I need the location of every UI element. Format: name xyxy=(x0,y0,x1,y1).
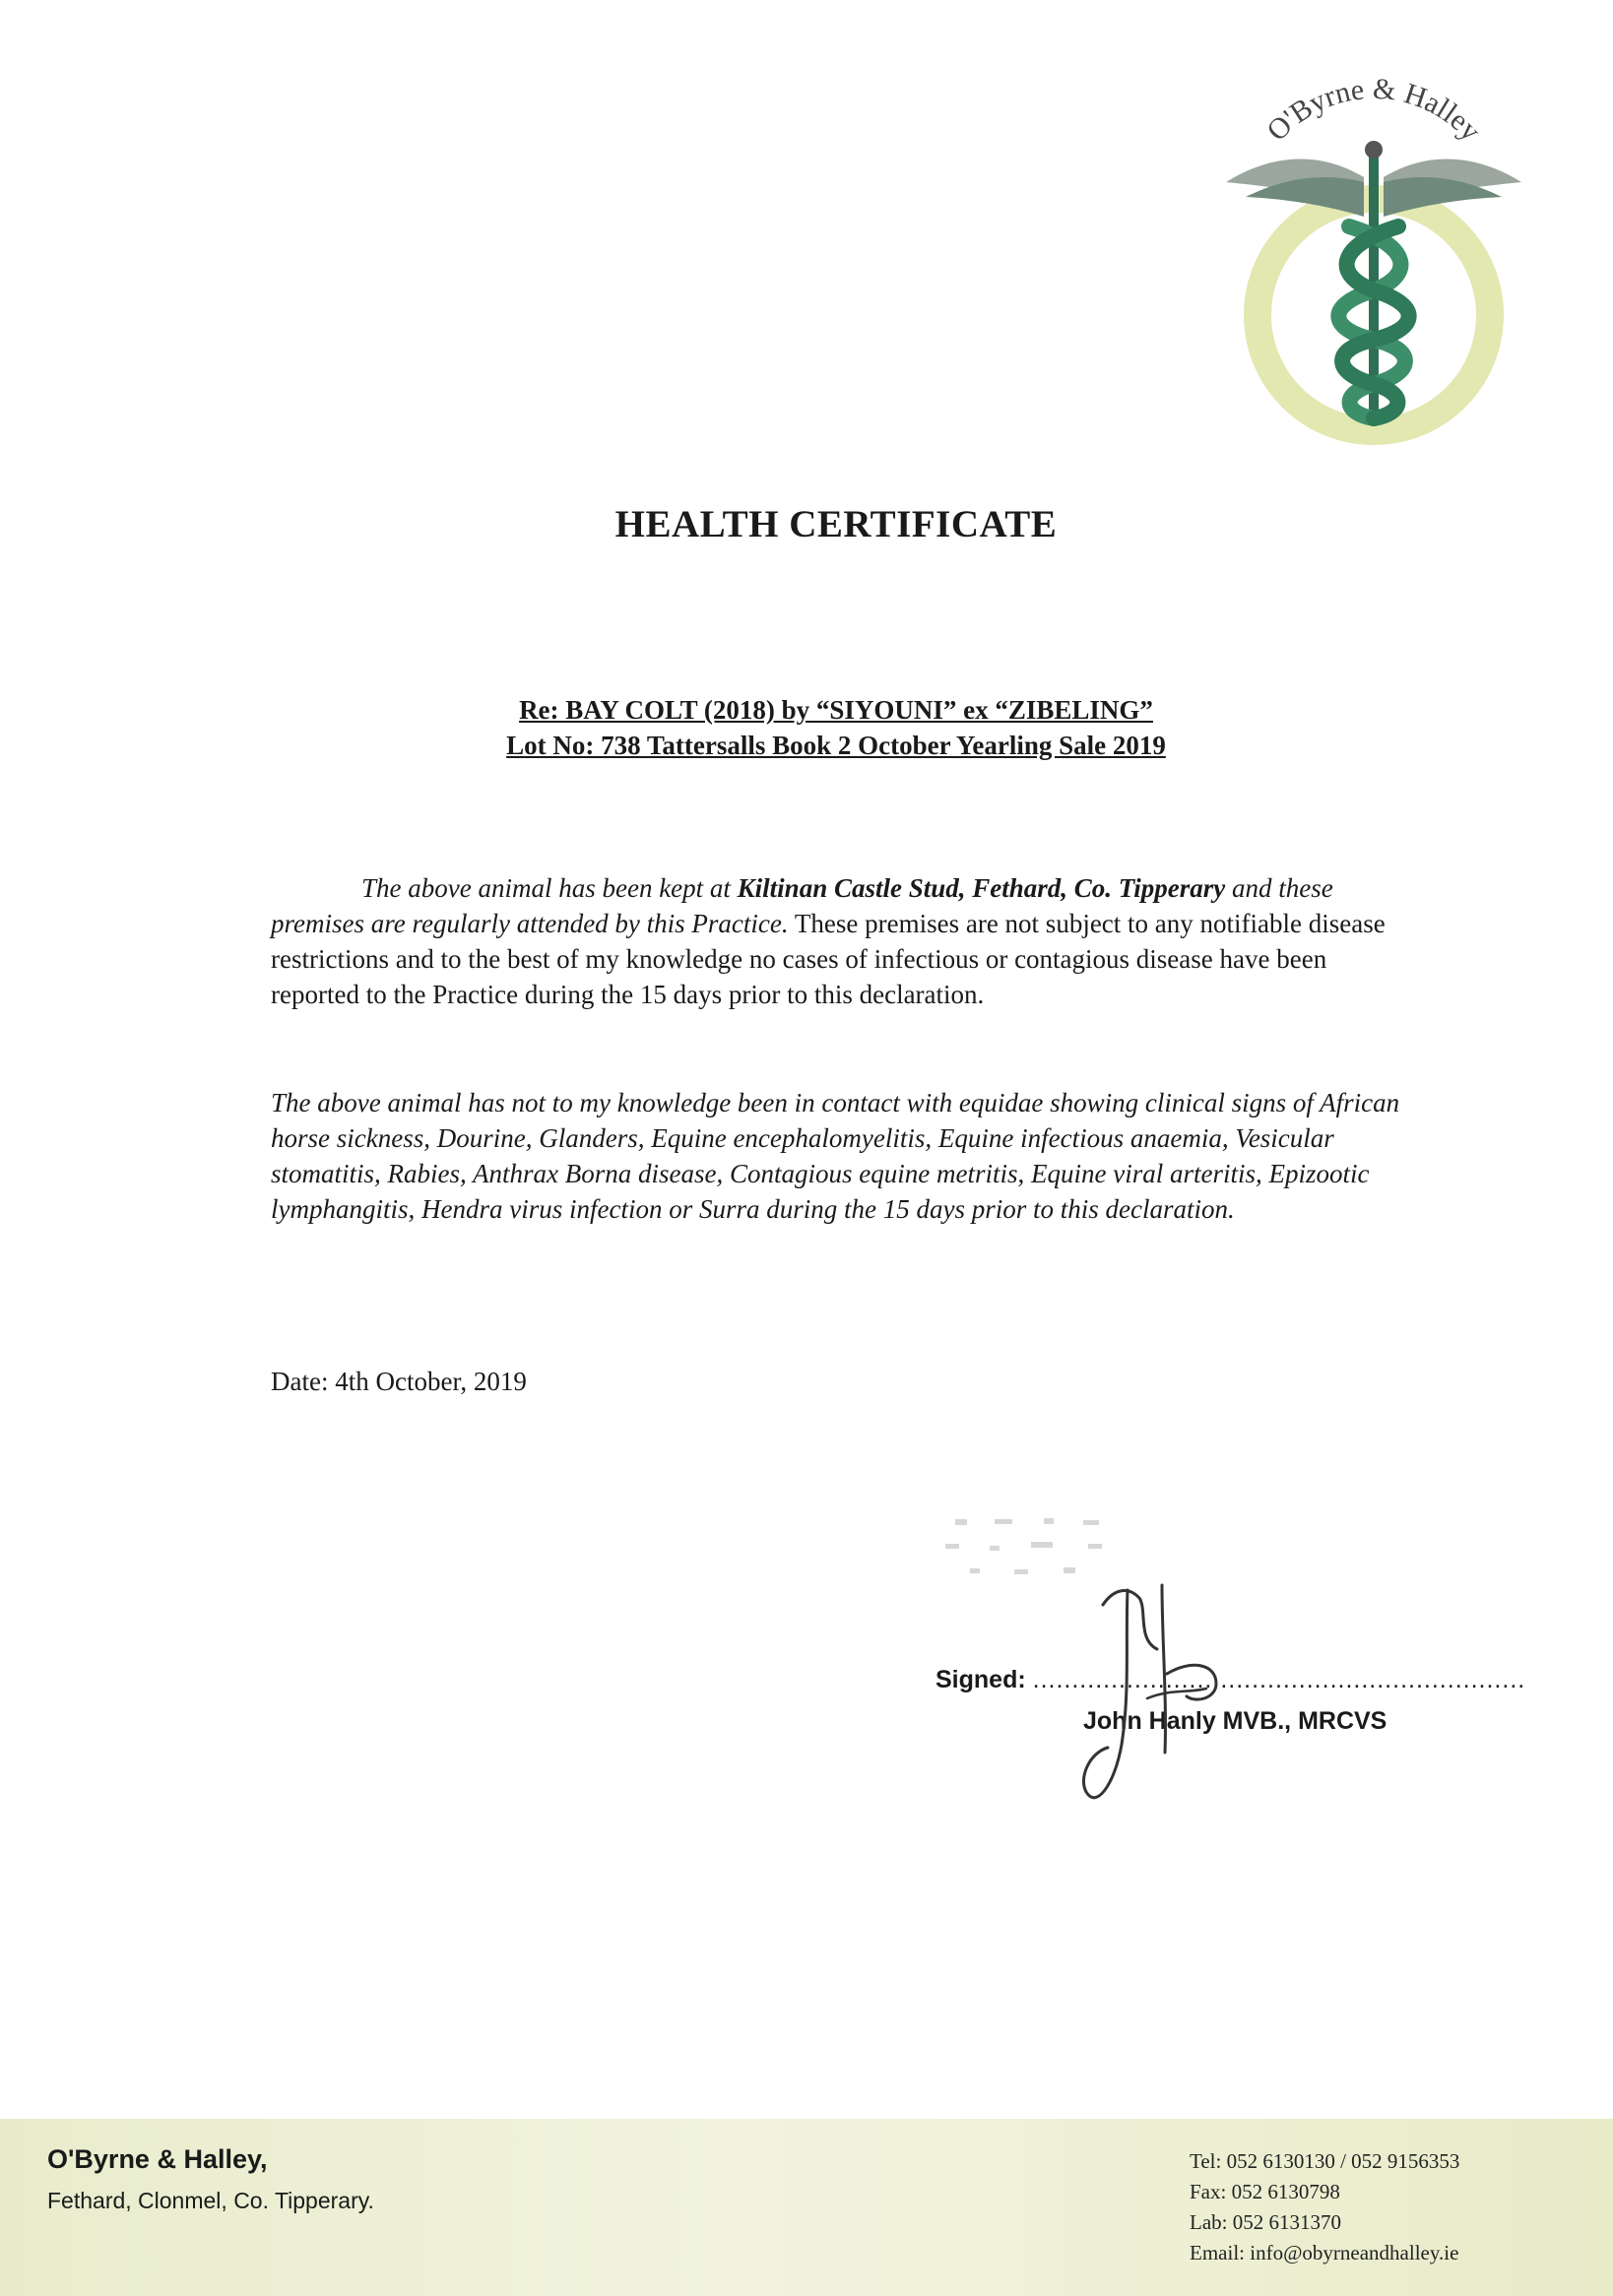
lot-reference: Lot No: 738 Tattersalls Book 2 October Yearling Sale 2019 xyxy=(506,731,1166,760)
premises-text-1: The above animal has been kept at xyxy=(361,873,738,903)
certificate-date: Date: 4th October, 2019 xyxy=(271,1367,527,1396)
stud-name: Kiltinan Castle Stud, Fethard, Co. Tipperary xyxy=(737,873,1226,903)
footer-contacts xyxy=(1190,2146,1459,2268)
footer-lab: Lab: 052 6131370 xyxy=(1190,2210,1341,2234)
premises-text-3: These premises are not subject to any notifiable disease restrictions and to the best of my knowledge no cases of infectious or contagious disease have been reported to the Practice during the 15 days prior to this declaration. xyxy=(271,909,1386,1009)
footer-firm-name: O'Byrne & Halley, xyxy=(47,2144,268,2174)
signed-label: Signed: xyxy=(936,1666,1026,1693)
practice-logo xyxy=(1216,79,1531,453)
footer-fax: Fax: 052 6130798 xyxy=(1190,2180,1340,2203)
signer-name: John Hanly MVB., MRCVS xyxy=(1083,1707,1387,1735)
disease-paragraph: The above animal has not to my knowledge been in contact with equidae showing clinical signs of African horse sickness, Dourine, Glanders, Equine encephalomyelitis, Equine infectious anaemia, Vesicular stomatitis, Rabies, Anthrax Borna disease, Contagious equine metritis, Equine viral arteritis, Epizootic lymphangitis, Hendra virus infection or Surra during the 15 days prior to this declaration. xyxy=(271,1088,1400,1224)
svg-text:O'Byrne & Halley xyxy=(1260,79,1487,148)
horse-reference: Re: BAY COLT (2018) by “SIYOUNI” ex “ZIBELING” xyxy=(519,695,1153,725)
caduceus-icon xyxy=(1216,79,1531,453)
signature-dots: ............................................................... xyxy=(1032,1666,1526,1693)
page-title: HEALTH CERTIFICATE xyxy=(614,503,1058,545)
logo-lettering: O'Byrne & Halley xyxy=(1260,79,1488,148)
footer-address: Fethard, Clonmel, Co. Tipperary. xyxy=(47,2188,374,2213)
premises-text-2: and these premises are regularly attended by this Practice. xyxy=(271,873,1333,938)
footer-tel: Tel: 052 6130130 / 052 9156353 xyxy=(1190,2149,1460,2173)
premises-paragraph xyxy=(271,870,1403,1012)
footer-email: Email: info@obyrneandhalley.ie xyxy=(1190,2241,1459,2264)
handwritten-signature xyxy=(1068,1580,1275,1821)
